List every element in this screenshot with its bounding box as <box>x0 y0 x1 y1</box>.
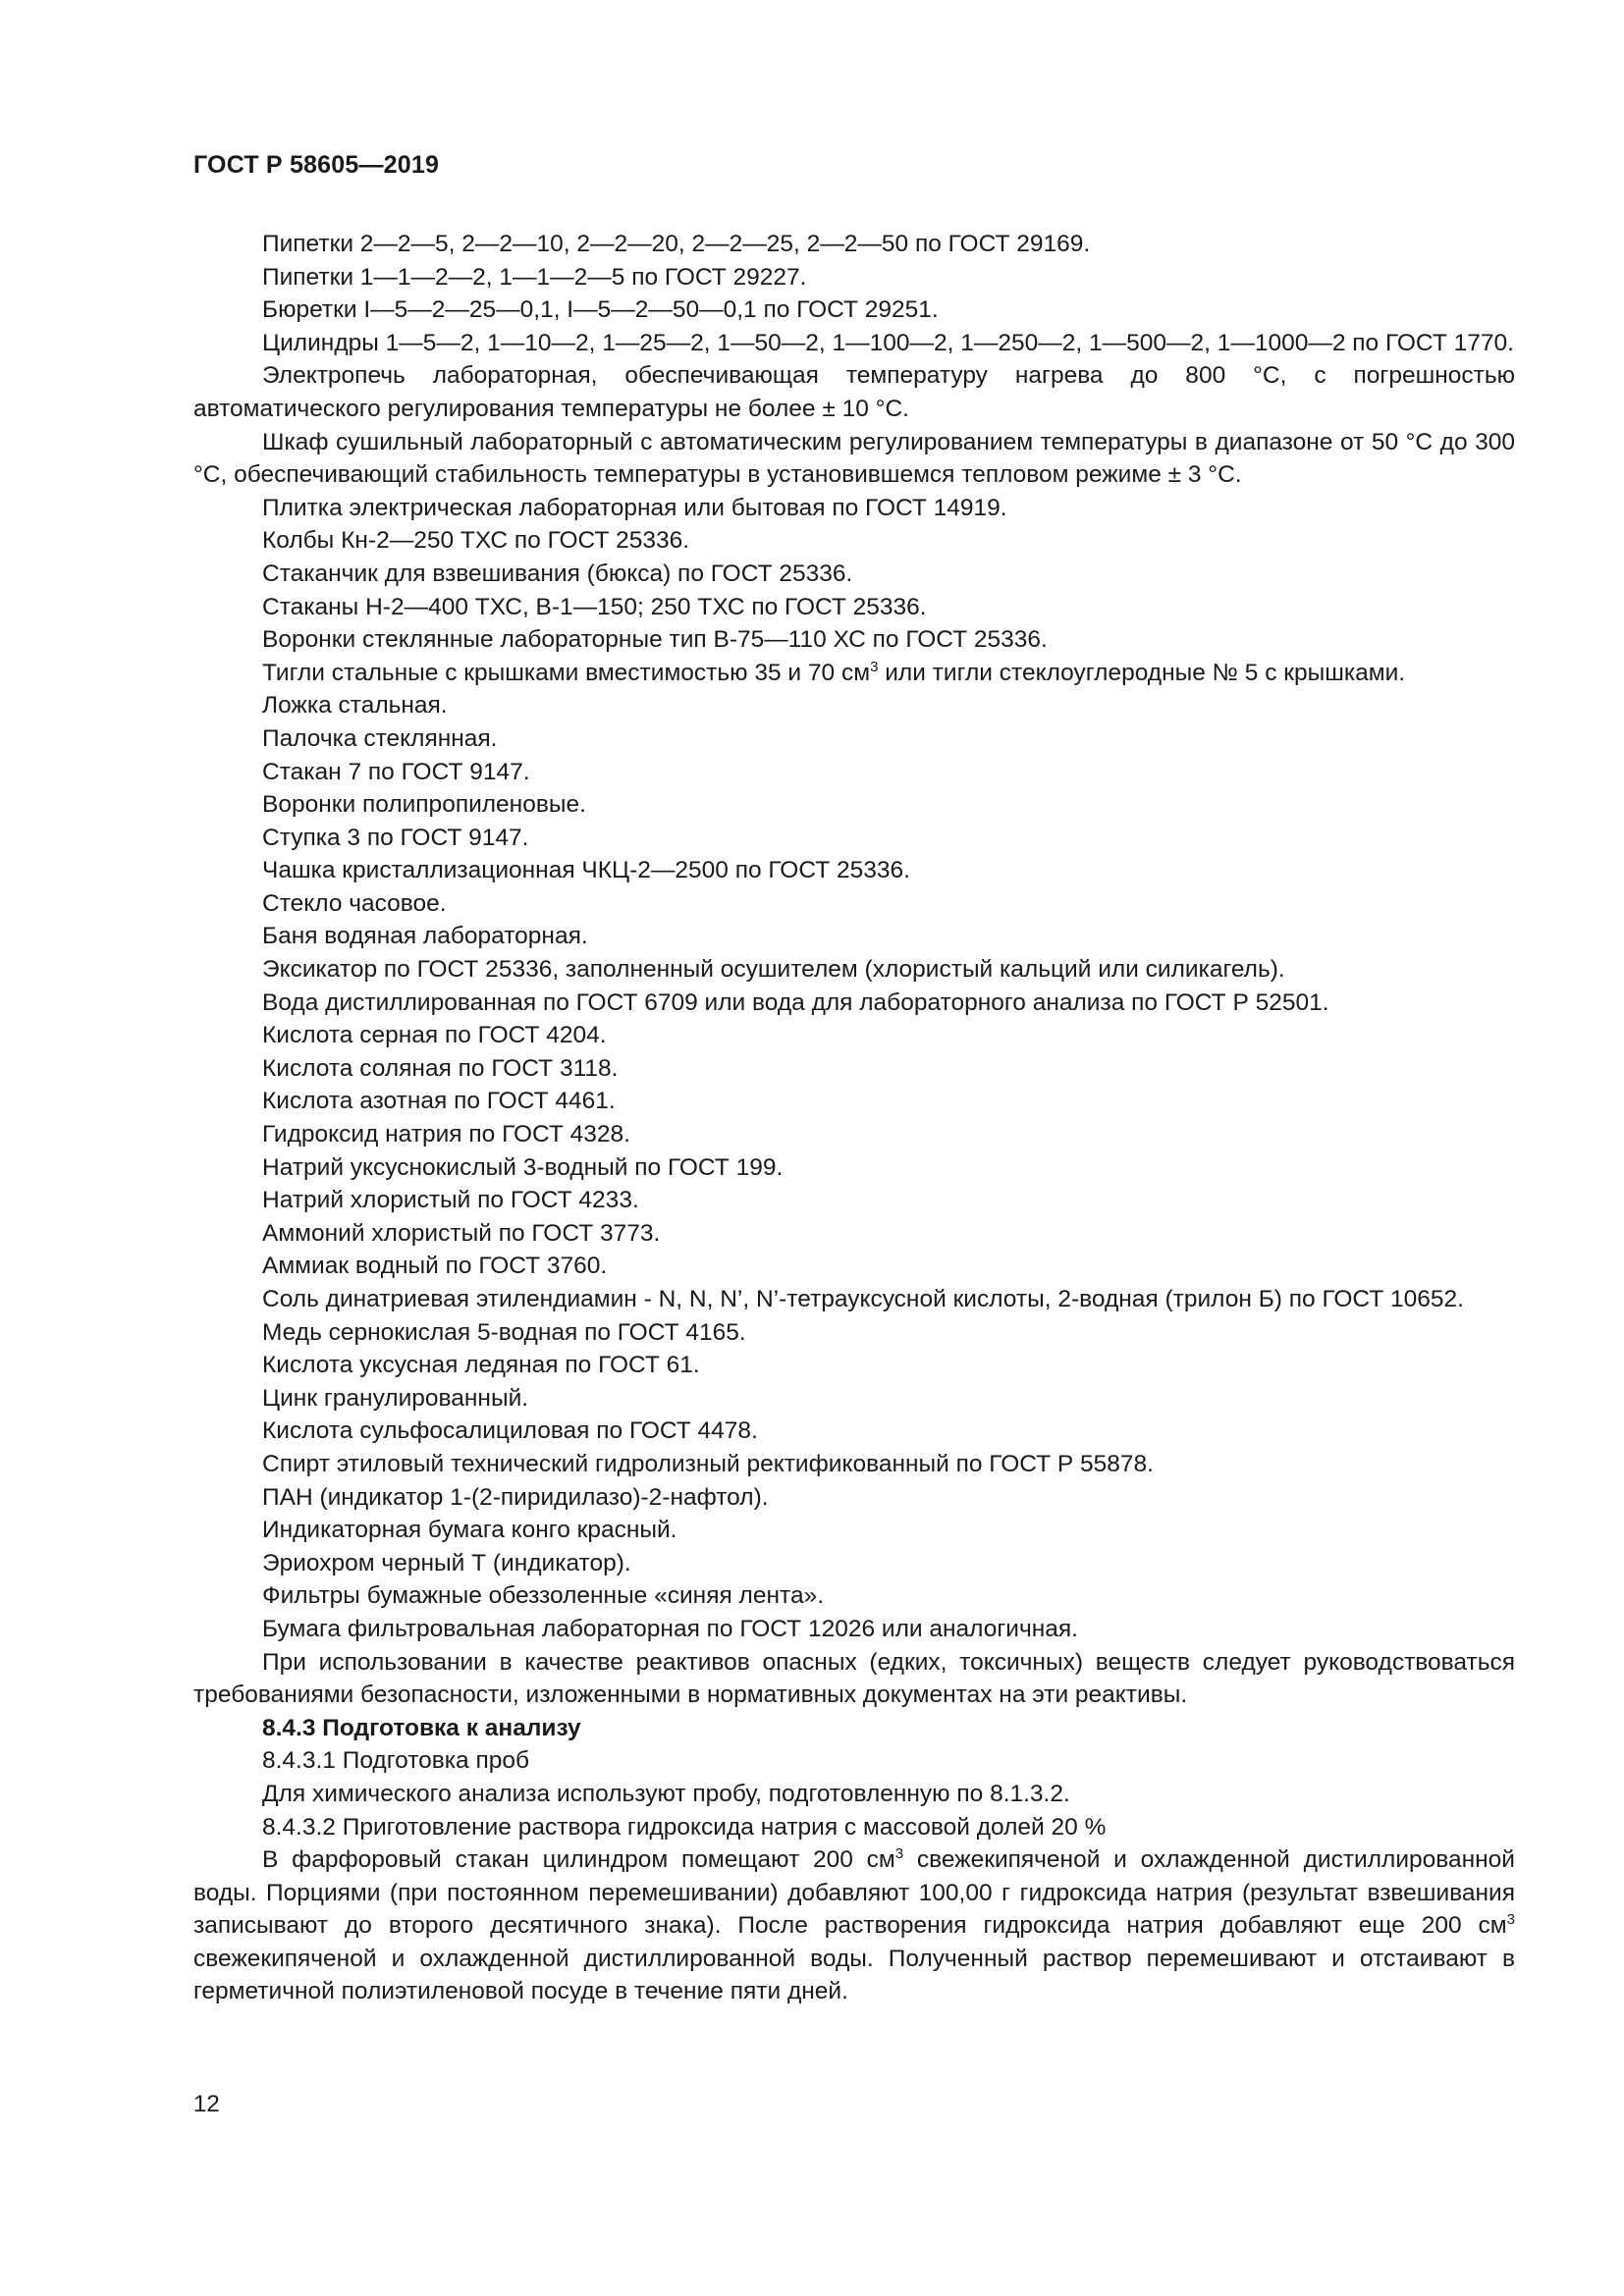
document-header: ГОСТ Р 58605—2019 <box>193 151 440 179</box>
paragraph <box>193 1613 1515 1646</box>
paragraph-text: Тигли стальные с крышками вместимостью 35 и 70 см <box>262 659 871 686</box>
paragraph-text: свежекипяченой и охлажденной дистиллированной воды. Полученный раствор перемешивают и отстаивают в герметичной полиэтиленовой посуде в течение пяти дней. <box>193 1945 1515 2005</box>
paragraph <box>193 1217 1515 1251</box>
paragraph-text: Цилиндры 1—5—2, 1—10—2, 1—25—2, 1—50—2, 1—100—2, 1—250—2, 1—500—2, 1—1000—2 по ГОСТ 1770. <box>262 329 1514 356</box>
paragraph <box>193 426 1515 492</box>
paragraph <box>193 1382 1515 1415</box>
section-heading <box>193 1712 1515 1745</box>
paragraph-text: Эриохром черный Т (индикатор). <box>262 1549 631 1576</box>
paragraph <box>193 524 1515 558</box>
paragraph-text: Воронки стеклянные лабораторные тип В-75—110 ХС по ГОСТ 25336. <box>262 626 1048 654</box>
paragraph-text: Стекло часовое. <box>262 889 447 917</box>
paragraph-text: Аммиак водный по ГОСТ 3760. <box>262 1253 608 1280</box>
document-body <box>193 228 1515 2008</box>
paragraph-text: Бумага фильтровальная лабораторная по ГОСТ 12026 или аналогичная. <box>262 1615 1078 1642</box>
paragraph-text: Бюретки I—5—2—25—0,1, I—5—2—50—0,1 по ГОСТ 29251. <box>262 296 939 324</box>
paragraph-text: Кислота серная по ГОСТ 4204. <box>262 1022 607 1049</box>
paragraph <box>193 1514 1515 1547</box>
paragraph-text: Ложка стальная. <box>262 692 448 720</box>
paragraph <box>193 1151 1515 1185</box>
paragraph-text: При использовании в качестве реактивов опасных (едких, токсичных) веществ следует руководствоваться требованиями безопасности, изложенными в нормативных документах на эти реактивы. <box>193 1648 1515 1709</box>
paragraph <box>193 228 1515 261</box>
paragraph <box>193 1316 1515 1350</box>
paragraph <box>193 1843 1515 2008</box>
paragraph-text: 8.4.3 Подготовка к анализу <box>262 1714 581 1741</box>
paragraph <box>193 327 1515 360</box>
paragraph <box>193 1811 1515 1844</box>
superscript: 3 <box>870 658 879 675</box>
paragraph <box>193 261 1515 294</box>
paragraph-text: Вода дистиллированная по ГОСТ 6709 или вода для лабораторного анализа по ГОСТ Р 52501. <box>262 988 1329 1016</box>
paragraph <box>193 1646 1515 1712</box>
paragraph-text: Эксикатор по ГОСТ 25336, заполненный осушителем (хлористый кальций или силикагель). <box>262 956 1285 984</box>
paragraph-text: 8.4.3.2 Приготовление раствора гидроксида натрия с массовой долей 20 % <box>262 1813 1107 1841</box>
paragraph <box>193 1250 1515 1283</box>
paragraph-text: Спирт этиловый технический гидролизный ректификованный по ГОСТ Р 55878. <box>262 1450 1154 1477</box>
paragraph-text: Гидроксид натрия по ГОСТ 4328. <box>262 1121 630 1148</box>
paragraph-text: Фильтры бумажные обеззоленные «синяя лента». <box>262 1582 825 1610</box>
paragraph <box>193 1448 1515 1481</box>
paragraph-text: Аммоний хлористый по ГОСТ 3773. <box>262 1219 661 1247</box>
paragraph <box>193 722 1515 756</box>
paragraph <box>193 822 1515 855</box>
paragraph-text: Стакан 7 по ГОСТ 9147. <box>262 758 530 785</box>
paragraph-text: ПАН (индикатор 1-(2-пиридилазо)-2-нафтол). <box>262 1483 769 1511</box>
paragraph-text: Кислота азотная по ГОСТ 4461. <box>262 1088 616 1115</box>
paragraph-text: Стаканы Н-2—400 ТХС, В-1—150; 250 ТХС по ГОСТ 25336. <box>262 593 927 620</box>
paragraph <box>193 1349 1515 1382</box>
paragraph-text: Палочка стеклянная. <box>262 724 498 752</box>
paragraph <box>193 953 1515 987</box>
paragraph <box>193 788 1515 822</box>
page-number: 12 <box>193 2091 220 2117</box>
paragraph-text: Пипетки 1—1—2—2, 1—1—2—5 по ГОСТ 29227. <box>262 263 807 291</box>
paragraph-text: Электропечь лабораторная, обеспечивающая температуру нагрева до 800 °С, с погрешностью автоматического регулирования температуры не более ± 10 °С. <box>193 362 1515 422</box>
paragraph <box>193 558 1515 591</box>
paragraph-text: Плитка электрическая лабораторная или бытовая по ГОСТ 14919. <box>262 494 1007 521</box>
paragraph <box>193 887 1515 921</box>
paragraph-text: Колбы Кн-2—250 ТХС по ГОСТ 25336. <box>262 527 690 555</box>
paragraph-text: Пипетки 2—2—5, 2—2—10, 2—2—20, 2—2—25, 2—2—50 по ГОСТ 29169. <box>262 231 1091 257</box>
paragraph-text: или тигли стеклоуглеродные № 5 с крышками. <box>878 659 1406 686</box>
paragraph <box>193 492 1515 525</box>
paragraph <box>193 1744 1515 1778</box>
paragraph-text: Цинк гранулированный. <box>262 1384 529 1412</box>
paragraph-text: Для химического анализа используют пробу, подготовленную по 8.1.3.2. <box>262 1780 1070 1807</box>
paragraph <box>193 623 1515 657</box>
paragraph-text: 8.4.3.1 Подготовка проб <box>262 1747 530 1775</box>
paragraph <box>193 1547 1515 1580</box>
paragraph <box>193 359 1515 425</box>
paragraph-text: Воронки полипропиленовые. <box>262 791 586 819</box>
paragraph-text: Медь сернокислая 5-водная по ГОСТ 4165. <box>262 1318 746 1346</box>
paragraph <box>193 1778 1515 1811</box>
paragraph-text: Натрий хлористый по ГОСТ 4233. <box>262 1187 639 1214</box>
paragraph-text: Чашка кристаллизационная ЧКЦ-2—2500 по ГОСТ 25336. <box>262 857 910 884</box>
paragraph <box>193 657 1515 690</box>
paragraph <box>193 920 1515 953</box>
paragraph-text: Кислота уксусная ледяная по ГОСТ 61. <box>262 1352 700 1379</box>
paragraph-text: Индикаторная бумага конго красный. <box>262 1517 677 1544</box>
paragraph <box>193 1118 1515 1151</box>
paragraph-text: Ступка 3 по ГОСТ 9147. <box>262 824 529 851</box>
paragraph-text: Кислота соляная по ГОСТ 3118. <box>262 1054 619 1082</box>
paragraph-text: Баня водяная лабораторная. <box>262 923 588 950</box>
paragraph <box>193 591 1515 624</box>
paragraph <box>193 1085 1515 1118</box>
paragraph <box>193 756 1515 789</box>
paragraph <box>193 1184 1515 1217</box>
paragraph <box>193 1415 1515 1448</box>
superscript: 3 <box>1506 1911 1515 1929</box>
paragraph-text: Стаканчик для взвешивания (бюкса) по ГОСТ 25336. <box>262 560 853 587</box>
paragraph <box>193 1019 1515 1052</box>
paragraph-text: В фарфоровый стакан цилиндром помещают 200 см <box>262 1846 895 1874</box>
paragraph-text: Натрий уксуснокислый 3-водный по ГОСТ 199. <box>262 1153 784 1181</box>
paragraph-text: свежекипяченой и охлажденной дистиллированной воды. Порциями (при постоянном перемешивании) добавляют 100,00 г гидроксида натрия (результат взвешивания записывают до второго десятичного знака). После растворения гидроксида натрия добавляют еще 200 см <box>193 1846 1515 1940</box>
paragraph <box>193 987 1515 1020</box>
paragraph <box>193 1579 1515 1613</box>
paragraph <box>193 689 1515 722</box>
paragraph <box>193 294 1515 327</box>
paragraph-text: Шкаф сушильный лабораторный с автоматическим регулированием температуры в диапазоне от 50 °С до 300 °С, обеспечивающий стабильность температуры в установившемся тепловом режиме ± 3 °С. <box>193 428 1515 489</box>
paragraph-text: Кислота сульфосалициловая по ГОСТ 4478. <box>262 1417 758 1445</box>
paragraph <box>193 1052 1515 1086</box>
paragraph-text: Соль динатриевая этилендиамин - N, N, N’, N’-тетрауксусной кислоты, 2-водная (трилон Б) по ГОСТ 10652. <box>262 1286 1464 1312</box>
paragraph <box>193 1283 1515 1316</box>
paragraph <box>193 854 1515 887</box>
superscript: 3 <box>894 1844 904 1862</box>
paragraph <box>193 1481 1515 1515</box>
